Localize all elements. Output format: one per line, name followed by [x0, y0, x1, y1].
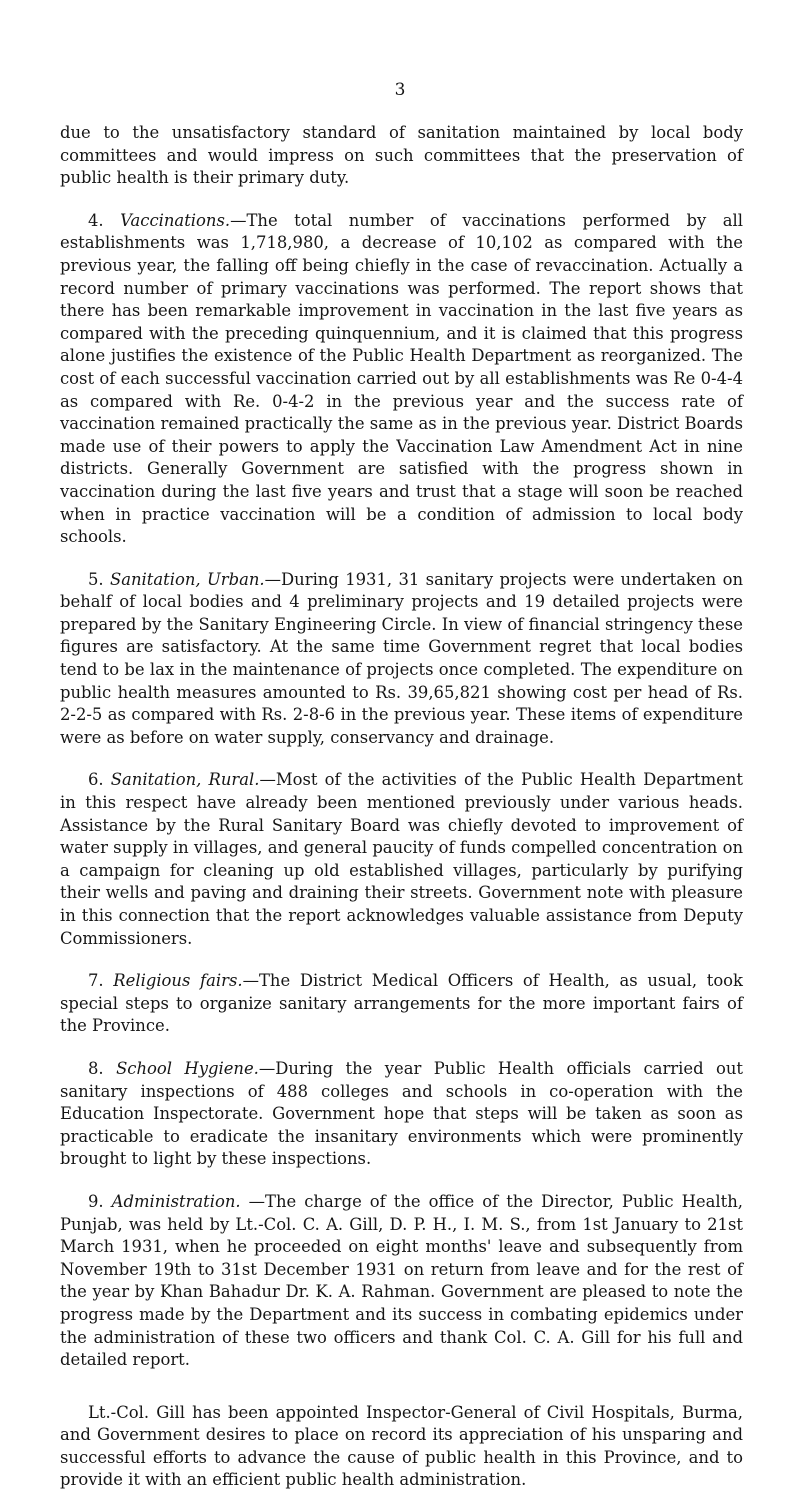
- paragraph-heading: Sanitation, Rural.: [110, 770, 260, 790]
- paragraph-number: 7.: [88, 971, 104, 991]
- paragraph-school-hygiene: [60, 1058, 743, 1171]
- paragraph-number: 6.: [88, 770, 104, 790]
- paragraph-heading: School Hygiene.: [116, 1058, 259, 1078]
- paragraph-text: —During the year Public Health officials carried out sanitary inspections of 488 colleges and schools in co-operation with the Education Inspectorate. Government hope that steps will be taken as soon as practicable to eradicate the insanitary environments which were prominently brought to light by these inspections.: [60, 1058, 744, 1169]
- paragraph-religious-fairs: [60, 970, 743, 1038]
- paragraph-number: 4.: [88, 210, 104, 230]
- paragraph-number: 8.: [88, 1058, 104, 1078]
- paragraph-heading: Religious fairs.: [113, 971, 243, 991]
- paragraph-vaccinations: [60, 210, 743, 549]
- paragraph-number: 9.: [88, 1191, 104, 1211]
- page-number: 3: [394, 80, 406, 100]
- paragraph-appreciation: [60, 1402, 743, 1492]
- paragraph-text: due to the unsatisfactory standard of sanitation maintained by local body committees and would impress on such committees that the preservation of public health is their primary duty.: [60, 123, 743, 188]
- paragraph-text: —Most of the activities of the Public Health Department in this respect have already been mentioned previously under various heads. Assistance by the Rural Sanitary Board was chiefly devoted to improvement of water supply in villages, and general paucity of funds compelled concentration on a campaign for cleaning up old established villages, particularly by purifying their wells and paving and draining their streets. Government note with pleasure in this connection that the report acknowledges valuable assistance from Deputy Commissioners.: [60, 770, 743, 948]
- paragraph-sanitation-rural: [60, 769, 743, 950]
- paragraph-heading: Vaccinations.: [120, 210, 231, 230]
- paragraph-sanitation-urban: [60, 569, 743, 750]
- paragraph-number: 5.: [88, 569, 104, 589]
- paragraph-text: —The charge of the office of the Director, Public Health, Punjab, was held by Lt.-Col. C. A. Gill, D. P. H., I. M. S., from 1st January to 21st March 1931, when he proceeded on eight months' leave and subsequently from November 19th to 31st December 1931 on return from leave and for the rest of the year by Khan Bahadur Dr. K. A. Rahman. Government are pleased to note the progress made by the Department and its success in combating epidemics under the administration of these two officers and thank Col. C. A. Gill for his full and detailed report.: [60, 1191, 743, 1370]
- paragraph-heading: Administration.: [111, 1191, 241, 1211]
- paragraph-administration: [60, 1191, 743, 1372]
- paragraph-text: Lt.-Col. Gill has been appointed Inspector-General of Civil Hospitals, Burma, and Government desires to place on record its appreciation of his unsparing and successful efforts to advance the cause of public health in this Province, and to provide it with an efficient public health administration.: [60, 1402, 743, 1490]
- paragraph-heading: Sanitation, Urban.: [109, 569, 265, 589]
- paragraph-text: —The total number of vaccinations performed by all establishments was 1,718,980, a decrease of 10,102 as compared with the previous year, the falling off being chiefly in the case of revaccination. Actually a record number of primary vaccinations was performed. The report shows that there has been remarkable improvement in vaccination in the last five years as compared with the preceding quinquennium, and it is claimed that this progress alone justifies the existence of the Public Health Department as reorganized. The cost of each successful vaccination carried out by all establishments was Re 0-4-4 as compared with Re. 0-4-2 in the previous year and the success rate of vaccination remained practically the same as in the previous year. District Boards made use of their powers to apply the Vaccination Law Amendment Act in nine districts. Generally Government are satisfied with the progress shown in vaccination during the last five years and trust that a stage will soon be reached when in practice vaccination will be a condition of admission to local body schools.: [60, 210, 744, 547]
- document-body: [60, 122, 743, 1512]
- paragraph-continuation: [60, 122, 743, 190]
- paragraph-text: —During 1931, 31 sanitary projects were undertaken on behalf of local bodies and 4 preliminary projects and 19 detailed projects were prepared by the Sanitary Engineering Circle. In view of financial stringency these figures are satisfactory. At the same time Government regret that local bodies tend to be lax in the maintenance of projects once completed. The expenditure on public health measures amounted to Rs. 39,65,821 showing cost per head of Rs. 2-2-5 as compared with Rs. 2-8-6 in the previous year. These items of expenditure were as before on water supply, conservancy and drainage.: [60, 569, 743, 747]
- paragraph-text: —The District Medical Officers of Health, as usual, took special steps to organize sanitary arrangements for the more important fairs of the Province.: [60, 971, 743, 1036]
